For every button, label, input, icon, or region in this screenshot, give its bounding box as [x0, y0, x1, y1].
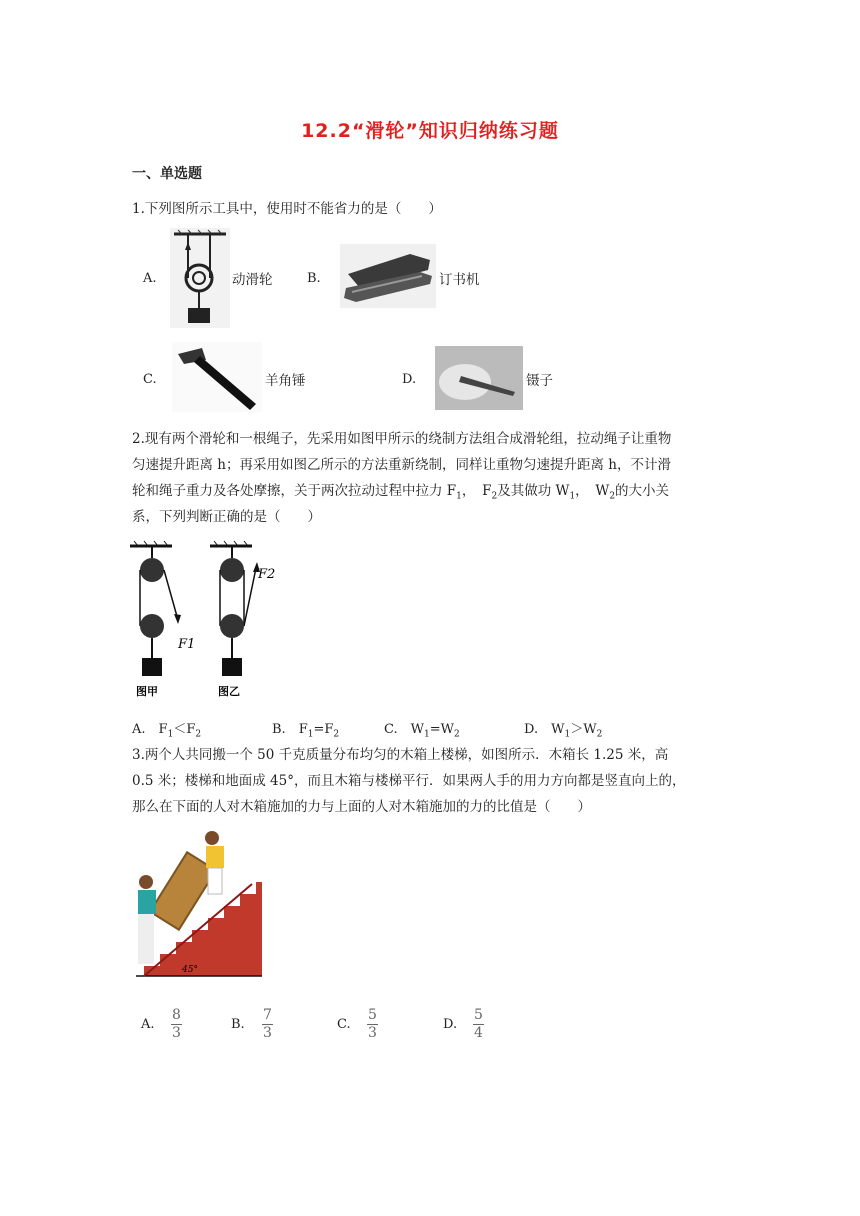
page-title: 12.2“滑轮”知识归纳练习题	[301, 120, 559, 142]
q2-option-d[interactable]: D. $W_1>W_2$	[524, 722, 603, 740]
question-1-stem: 1.下列图所示工具中，使用时不能省力的是（ ）	[132, 201, 442, 217]
question-2-line-2: 匀速提升距离 h；再采用如图乙所示的方法重新绕制，同样让重物匀速提升距离 h，不计滑	[132, 457, 671, 473]
force-f2-label: F2	[258, 567, 276, 582]
q3-option-d-letter[interactable]: D.	[443, 1017, 458, 1032]
angle-label: 45°	[182, 965, 198, 975]
question-2-line-3: 轮和绳子重力及各处摩擦，关于两次拉动过程中拉力 $F_1$， $F_2$及其做功 $W_1$， $W_2$的大小关	[132, 483, 670, 502]
q1-option-a-letter[interactable]: A.	[143, 271, 157, 286]
question-3-line-2: 0.5 米；楼梯和地面成 45°，而且木箱与楼梯平行．如果两人手的用力方向都是竖直向上的，	[132, 773, 686, 789]
fig-yi-caption: 图乙	[218, 685, 240, 698]
question-2-line-1: 2.现有两个滑轮和一根绳子，先采用如图甲所示的绕制方法组合成滑轮组，拉动绳子让重物	[132, 431, 672, 447]
pulley-figure	[126, 540, 286, 700]
q3-option-b-letter[interactable]: B.	[231, 1017, 245, 1032]
q1-option-a-label: 动滑轮	[232, 272, 273, 288]
q2-option-b[interactable]: B. $F_1=F_2$	[272, 722, 340, 740]
movable-pulley-image	[170, 228, 230, 328]
q3-option-c-fraction: $\frac{5}{3}$	[368, 1007, 377, 1041]
question-2-line-4: 系，下列判断正确的是（ ）	[132, 509, 321, 525]
q3-option-c-letter[interactable]: C.	[337, 1017, 351, 1032]
q3-option-b-fraction: $\frac{7}{3}$	[263, 1007, 272, 1041]
fig-jia-caption: 图甲	[136, 685, 158, 698]
q1-option-b-label: 订书机	[439, 272, 480, 288]
q1-option-d-letter[interactable]: D.	[402, 372, 417, 387]
q3-option-d-fraction: $\frac{5}{4}$	[474, 1007, 483, 1041]
question-3-line-3: 那么在下面的人对木箱施加的力与上面的人对木箱施加的力的比值是（ ）	[132, 799, 591, 815]
q1-option-c-letter[interactable]: C.	[143, 372, 157, 387]
stapler-image	[340, 244, 436, 308]
q2-option-c[interactable]: C. $W_1=W_2$	[384, 722, 460, 740]
q3-option-a-letter[interactable]: A.	[141, 1017, 155, 1032]
tweezers-image	[435, 346, 523, 410]
section-heading: 一、单选题	[132, 166, 202, 182]
claw-hammer-image	[172, 342, 262, 412]
question-3-line-1: 3.两个人共同搬一个 50 千克质量分布均匀的木箱上楼梯，如图所示．木箱长 1.25 米，高	[132, 747, 669, 763]
q1-option-d-label: 镊子	[526, 373, 553, 389]
force-f1-label: F1	[178, 637, 196, 652]
q3-option-a-fraction: $\frac{8}{3}$	[172, 1007, 181, 1041]
stairs-box-figure	[132, 826, 264, 986]
q1-option-c-label: 羊角锤	[265, 373, 306, 389]
q2-option-a[interactable]: A. $F_1<F_2$	[132, 722, 202, 740]
q1-option-b-letter[interactable]: B.	[307, 271, 321, 286]
